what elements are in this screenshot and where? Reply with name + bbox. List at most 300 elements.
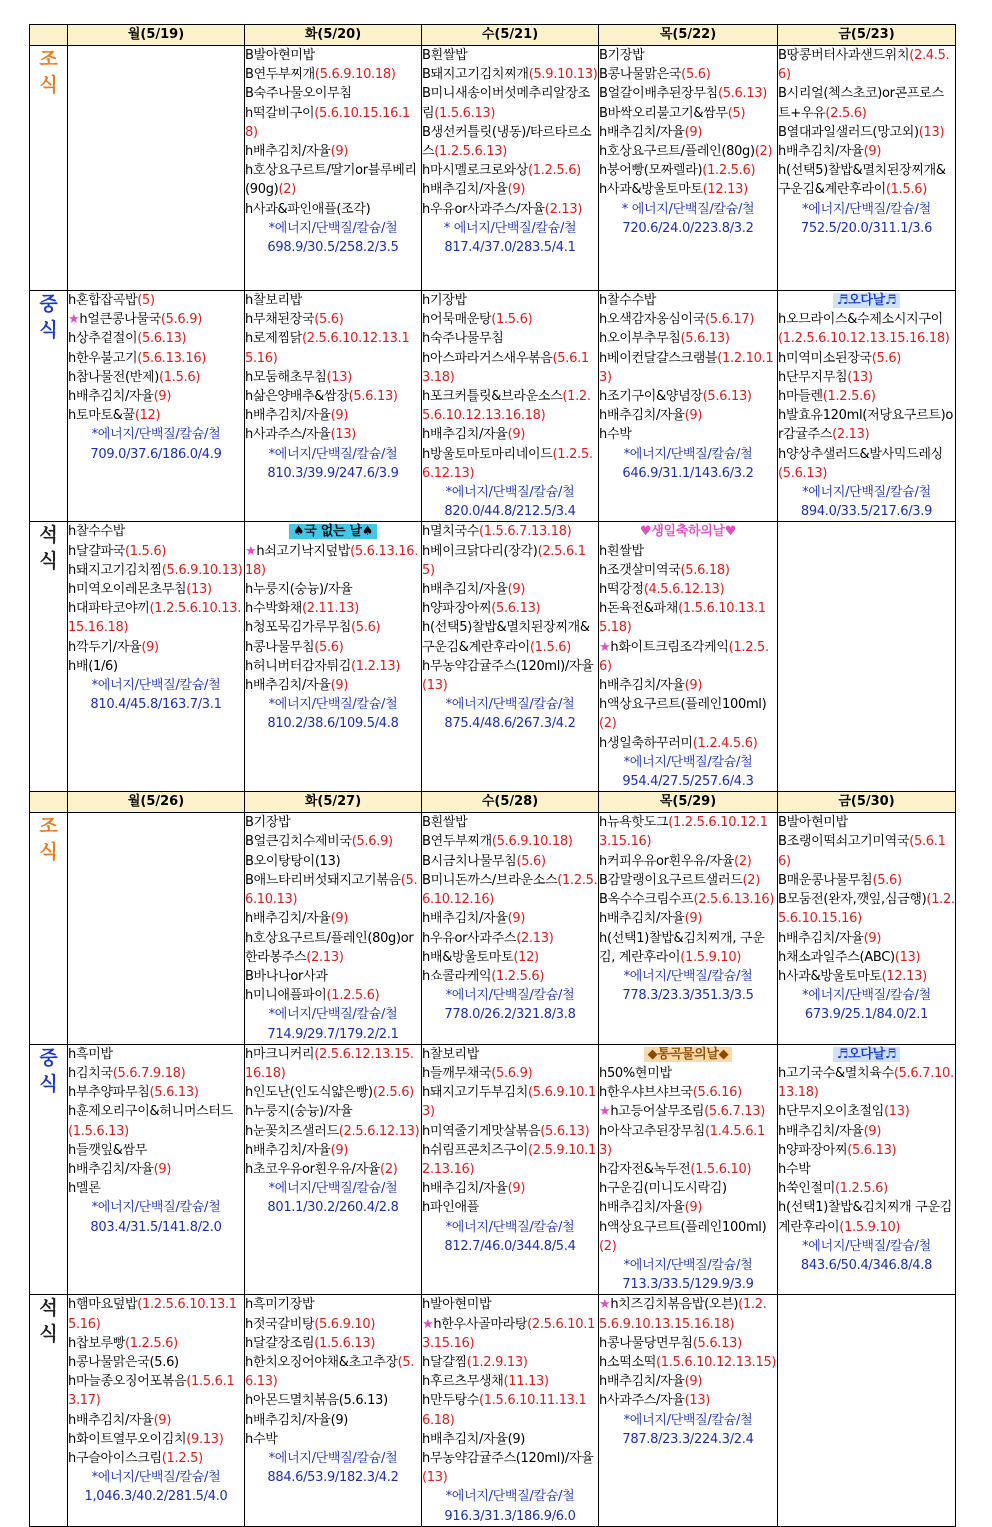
menu-item-name: h마크니커리 xyxy=(245,1046,315,1062)
allergy-code: (2.4.5.6) xyxy=(778,48,950,83)
menu-item xyxy=(599,46,777,65)
menu-item xyxy=(245,1430,421,1449)
menu-item xyxy=(422,948,598,967)
menu-item xyxy=(422,425,598,444)
menu-item xyxy=(245,368,421,387)
allergy-code: (5.6.9.10.13) xyxy=(161,562,243,578)
menu-item-name: h배추김치/자율 xyxy=(68,1161,154,1177)
menu-item-name: h수박 xyxy=(778,1161,811,1177)
menu-item xyxy=(778,1179,955,1198)
allergy-code: (5.6.13) xyxy=(149,1085,199,1101)
menu-cell xyxy=(68,46,245,291)
menu-item xyxy=(422,329,598,348)
menu-item-name: h배추김치/자율 xyxy=(422,1181,508,1197)
menu-cell xyxy=(68,291,245,522)
meal-label-char: 식 xyxy=(39,74,58,96)
nutrition-label: *에너지/단백질/칼슘/철 xyxy=(802,988,931,1004)
menu-item xyxy=(245,1411,421,1430)
menu-item-name: h깍두기/자율 xyxy=(68,639,142,655)
menu-item-name: h화이트크림조각케익 xyxy=(610,639,729,655)
menu-item xyxy=(778,84,955,122)
menu-cell xyxy=(778,291,956,522)
allergy-code: (2) xyxy=(380,1161,398,1177)
allergy-code: (1.5.9.10) xyxy=(839,1219,901,1235)
menu-item xyxy=(778,967,955,986)
menu-item-name: h베이컨달걀스크램블 xyxy=(599,350,718,366)
menu-item xyxy=(422,618,598,656)
menu-item-name: h쇠고기낙지덮밥 xyxy=(256,543,351,559)
menu-item-name: h무농약감귤주스(120ml)/자율 xyxy=(422,658,594,674)
allergy-code: (9) xyxy=(507,182,526,198)
allergy-code: (1.2.5.6) xyxy=(822,389,876,405)
menu-item-name: h양상추샐러드&발사믹드레싱 xyxy=(778,446,943,462)
menu-item-name: h한우불고기 xyxy=(68,350,138,366)
menu-item-name: h미니애플파이 xyxy=(245,988,327,1004)
allergy-code: (9) xyxy=(153,1161,172,1177)
menu-item xyxy=(68,1179,244,1198)
allergy-code: (13) xyxy=(422,1470,448,1486)
menu-item xyxy=(245,142,421,161)
menu-item-name: h방울토마토마리네이드 xyxy=(422,446,553,462)
meal-calendar xyxy=(29,24,956,1527)
menu-item xyxy=(245,599,421,618)
menu-item xyxy=(68,599,244,637)
menu-item-name: h배추김치/자율 xyxy=(599,124,685,140)
menu-item-name: h쇼콜라케익 xyxy=(422,968,492,984)
nutrition-values: 720.6/24.0/223.8/3.2 xyxy=(622,220,754,236)
menu-item xyxy=(422,909,598,928)
allergy-code: (1.2.5.6.10.12.13.16.18) xyxy=(422,389,591,424)
menu-item-name: h구운김(미니도시락김) xyxy=(599,1181,727,1197)
menu-item xyxy=(778,1064,955,1102)
menu-item xyxy=(68,657,244,676)
allergy-code: (9) xyxy=(863,930,882,946)
menu-item-name: h한치오징어야채&초고추장 xyxy=(245,1354,398,1370)
menu-item-name: h배추김치/자율 xyxy=(599,1374,685,1390)
allergy-code: (5.6) xyxy=(516,853,546,869)
allergy-code: (5.9.10.13) xyxy=(528,67,598,83)
nutrition-label: *에너지/단백질/칼슘/철 xyxy=(91,1200,221,1216)
meal-label-char: 조 xyxy=(39,815,58,838)
allergy-code: (1.2.5.6) xyxy=(326,988,380,1004)
menu-cell xyxy=(245,46,422,291)
menu-item-name: h멜론 xyxy=(68,1181,101,1197)
menu-item xyxy=(422,657,598,695)
nutrition-label: *에너지/단백질/칼슘/철 xyxy=(623,1257,753,1273)
menu-item xyxy=(422,1295,598,1314)
menu-item-name: h배추김치/자율 xyxy=(422,911,508,927)
menu-item-name: h미역줄기게맛살볶음 xyxy=(422,1123,541,1139)
menu-item-name: h배&방울토마토 xyxy=(422,949,514,965)
menu-item-name: B생선커틀릿(냉동)/타르타르소스 xyxy=(422,124,592,160)
menu-item-name: h마시멜로크로와상 xyxy=(422,163,529,179)
menu-item xyxy=(422,967,598,986)
header-corner xyxy=(30,792,68,813)
menu-item xyxy=(245,618,421,637)
menu-item xyxy=(68,1102,244,1140)
nutrition-values: 673.9/25.1/84.0/2.1 xyxy=(804,1007,929,1023)
allergy-code: (9) xyxy=(684,124,703,140)
allergy-code: (1.2.5.6.13) xyxy=(434,144,507,160)
menu-item xyxy=(599,813,777,851)
menu-item-name: B흰쌀밥 xyxy=(422,48,468,63)
allergy-code: (13) xyxy=(186,582,212,598)
menu-item xyxy=(422,1198,598,1217)
menu-item xyxy=(68,1372,244,1410)
allergy-code: (2.5.6.13.16) xyxy=(693,892,775,908)
menu-item-name: h콩나물당면무침 xyxy=(599,1335,693,1351)
allergy-code: (5.6.13) xyxy=(348,389,398,405)
nutrition-values: 810.2/38.6/109.5/4.8 xyxy=(267,716,399,732)
menu-cell xyxy=(245,291,422,522)
menu-item-name: h우유or사과주스 xyxy=(422,930,517,946)
menu-item-name: h발아현미밥 xyxy=(422,1297,492,1313)
menu-item-name: h배추김치/자율 xyxy=(778,1123,864,1139)
menu-cell xyxy=(422,291,599,522)
meal-label-char: 식 xyxy=(39,841,58,864)
allergy-code: (1.5.6.7.13.18) xyxy=(478,524,572,540)
menu-item-name: B흰쌀밥 xyxy=(422,815,468,831)
allergy-code: (1.2.5.6.9.10.13.15.16.18) xyxy=(599,1297,767,1332)
allergy-code: (1.5.6.10.11.13.16.18) xyxy=(422,1393,587,1428)
menu-cell xyxy=(245,813,422,1044)
menu-item xyxy=(245,200,421,219)
meal-label-breakfast xyxy=(30,46,68,291)
menu-item-name: h허니버터감자튀김 xyxy=(245,658,352,674)
event-tag-text: ♥생일축하의날♥ xyxy=(639,524,737,540)
day-header: 목(5/22) xyxy=(599,25,778,46)
menu-cell xyxy=(778,1044,956,1295)
menu-item-name: h젓국갈비탕 xyxy=(245,1316,315,1332)
menu-item xyxy=(422,1064,598,1083)
menu-item xyxy=(245,104,421,142)
allergy-code: (5.6.17) xyxy=(705,312,755,328)
menu-item-name: B감말랭이요구르트샐러드 xyxy=(599,872,743,888)
allergy-code: (5.6.13) xyxy=(778,465,828,481)
menu-item-name: B오이탕탕이(13) xyxy=(245,853,341,869)
menu-item-name: h훈제오리구이&허니머스터드 xyxy=(68,1104,233,1120)
menu-item xyxy=(68,329,244,348)
menu-item-name: h베이크닭다리(장각) xyxy=(422,543,538,559)
allergy-code: (1.2.5.6.12.13) xyxy=(422,446,593,481)
menu-item-name: h로제찜닭 xyxy=(245,331,302,347)
menu-item-name: h흑미밥 xyxy=(68,1046,113,1062)
menu-item xyxy=(422,1315,598,1353)
menu-item xyxy=(422,813,598,832)
menu-item-name: h배추김치/자율 xyxy=(599,678,685,694)
menu-item-name: h사과주스/자율 xyxy=(599,1393,685,1409)
menu-item xyxy=(68,1411,244,1430)
menu-item xyxy=(68,1083,244,1102)
menu-item-name: h양파장아찌 xyxy=(422,601,492,617)
allergy-code: (2.13) xyxy=(832,427,870,443)
menu-item xyxy=(599,104,777,123)
allergy-code: (9) xyxy=(507,1181,526,1197)
nutrition-values: 817.4/37.0/283.5/4.1 xyxy=(444,240,576,256)
meal-label-char: 식 xyxy=(39,319,58,341)
menu-item xyxy=(599,1122,777,1160)
menu-item xyxy=(245,909,421,928)
allergy-code: (9) xyxy=(684,1374,703,1390)
menu-item-name: h달걀장조림 xyxy=(245,1335,315,1351)
menu-item-name: B발아현미밥 xyxy=(778,815,848,831)
menu-item-name: h콩나물맑은국(5.6) xyxy=(68,1354,179,1370)
allergy-code: (1.5.9.10) xyxy=(680,949,742,965)
menu-item xyxy=(599,890,777,909)
allergy-code: (1.2.5) xyxy=(161,1450,203,1466)
menu-item-name: h찹보루빵 xyxy=(68,1335,125,1351)
menu-item xyxy=(422,65,598,84)
menu-item-name: h양파장아찌 xyxy=(778,1142,848,1158)
menu-cell xyxy=(778,813,956,1044)
menu-item xyxy=(599,425,777,444)
menu-item xyxy=(245,65,421,84)
menu-item-name: h미역오이레몬초무침 xyxy=(68,582,187,598)
menu-item-name: h감자전&녹두전 xyxy=(599,1161,691,1177)
menu-item xyxy=(599,310,777,329)
menu-item xyxy=(68,1064,244,1083)
allergy-code: (9) xyxy=(684,911,703,927)
nutrition-values: 709.0/37.6/186.0/4.9 xyxy=(90,446,222,462)
menu-item-name: h마들렌 xyxy=(778,389,823,405)
menu-item-name: h배추김치/자율 xyxy=(245,144,331,160)
menu-item xyxy=(245,310,421,329)
week-header-row xyxy=(30,792,956,813)
day-header: 금(5/30) xyxy=(778,792,956,813)
meal-label-lunch xyxy=(30,291,68,522)
menu-item xyxy=(422,310,598,329)
menu-item xyxy=(68,638,244,657)
menu-item xyxy=(245,1334,421,1353)
menu-item-name: h배추김치/자율 xyxy=(599,911,685,927)
menu-item xyxy=(599,1334,777,1353)
allergy-code: (5.6.13) xyxy=(491,601,541,617)
menu-item-name: h멸치국수 xyxy=(422,524,479,540)
allergy-code: (5.6.13) xyxy=(137,331,187,347)
menu-item-name: B모둠전(완자,깻잎,심금행) xyxy=(778,892,927,908)
allergy-code: (1.2.5.6) xyxy=(491,968,545,984)
menu-item-name: h오이부추무침 xyxy=(599,331,681,347)
nutrition-values: 801.1/30.2/260.4/2.8 xyxy=(267,1200,399,1216)
menu-item xyxy=(245,1122,421,1141)
menu-item xyxy=(599,1372,777,1391)
menu-item xyxy=(599,161,777,180)
meal-label-char: 석 xyxy=(39,524,58,547)
event-tag xyxy=(778,1045,955,1064)
menu-item xyxy=(68,1141,244,1160)
menu-item-name: h붕어빵(모짜렐라) xyxy=(599,163,703,179)
allergy-code: (1.4.5.6.13) xyxy=(599,1123,765,1158)
menu-item-name: h들깻잎&쌈무 xyxy=(68,1142,148,1158)
menu-item xyxy=(599,561,777,580)
menu-item xyxy=(245,1353,421,1391)
menu-cell xyxy=(422,522,599,792)
nutrition-values: 646.9/31.1/143.6/3.2 xyxy=(622,465,754,481)
menu-cell xyxy=(422,46,599,291)
menu-item xyxy=(422,349,598,387)
menu-item xyxy=(599,676,777,695)
allergy-code: (5.6.13.16) xyxy=(137,350,207,366)
nutrition-values: 752.5/20.0/311.1/3.6 xyxy=(800,220,933,236)
menu-item xyxy=(599,123,777,142)
nutrition-label: *에너지/단백질/칼슘/철 xyxy=(268,1450,398,1466)
menu-item-name: h사과&방울토마토 xyxy=(599,182,703,198)
nutrition-label: * 에너지/단백질/칼슘/철 xyxy=(443,220,577,236)
allergy-code: (5.6.13) xyxy=(702,389,752,405)
allergy-code: (9) xyxy=(507,427,526,443)
menu-item-name: h마늘종오징어포볶음 xyxy=(68,1374,187,1390)
allergy-code: (1.5.6.10) xyxy=(690,1161,752,1177)
allergy-code: (2) xyxy=(742,872,760,888)
menu-item-name: h사과&방울토마토 xyxy=(778,968,882,984)
menu-item xyxy=(599,1295,777,1333)
menu-item-name: h배추김치/자율 xyxy=(599,408,685,424)
menu-item-name: B얼갈이배추된장무침 xyxy=(599,86,718,102)
menu-item-name: h아몬드멸치볶음(5.6.13) xyxy=(245,1393,388,1409)
allergy-code: (2) xyxy=(599,1238,617,1254)
nutrition-values: 810.4/45.8/163.7/3.1 xyxy=(90,697,222,713)
event-tag-text: ◆통곡물의날◆ xyxy=(644,1047,733,1062)
menu-cell xyxy=(778,1295,956,1526)
allergy-code: (2.5.6.10.12.13.15.16) xyxy=(245,331,410,366)
allergy-code: (2.5.6.15) xyxy=(422,543,586,578)
allergy-code: (13) xyxy=(847,369,873,385)
allergy-code: (13) xyxy=(326,369,352,385)
menu-item-name: h한우사골마라탕 xyxy=(433,1316,528,1332)
menu-item-name: h돼지고기김치찜 xyxy=(68,562,162,578)
menu-item xyxy=(245,161,421,199)
menu-item-name: B기장밥 xyxy=(245,815,291,831)
allergy-code: (9) xyxy=(507,911,526,927)
nutrition-label: *에너지/단백질/칼슘/철 xyxy=(268,1007,398,1023)
menu-cell xyxy=(68,1295,245,1526)
menu-item xyxy=(599,1179,777,1198)
menu-item-name: h혼합잡곡밥 xyxy=(68,293,138,308)
menu-item-name: h무채된장국 xyxy=(245,312,315,328)
day-header: 목(5/29) xyxy=(599,792,778,813)
menu-item-name: B열대과일샐러드(망고외) xyxy=(778,124,919,140)
menu-item-name: h단무지오이초절임 xyxy=(778,1104,885,1120)
allergy-code: (1.5.6) xyxy=(159,369,201,385)
allergy-code: (2.5.6.10.13.15.16) xyxy=(422,1316,596,1351)
menu-item xyxy=(778,871,955,890)
menu-item xyxy=(245,1295,421,1314)
nutrition-label: *에너지/단백질/칼슘/철 xyxy=(445,1219,575,1235)
menu-item xyxy=(422,1391,598,1429)
menu-item-name: h사과주스/자율 xyxy=(245,427,331,443)
meal-label-char: 중 xyxy=(39,1046,58,1069)
menu-item xyxy=(245,1083,421,1102)
menu-cell xyxy=(245,522,422,792)
allergy-code: (5.6.13) xyxy=(680,331,730,347)
menu-item xyxy=(422,200,598,219)
menu-item-name: h청포묵김가루무침 xyxy=(245,620,352,636)
menu-item xyxy=(245,542,421,580)
menu-item xyxy=(778,1102,955,1121)
menu-item-name: h뉴욕핫도그 xyxy=(599,815,669,831)
menu-item-name: B시금치나물무침 xyxy=(422,853,517,869)
menu-item-name: B얼큰김치수제비국 xyxy=(245,834,352,850)
allergy-code: (9) xyxy=(330,408,349,424)
allergy-code: (5.6.16) xyxy=(778,834,946,869)
menu-item-name: h발효유120ml(저당요구르트)or감귤주스 xyxy=(778,408,954,443)
allergy-code: (5.6.13) xyxy=(847,1142,897,1158)
nutrition-values: 810.3/39.9/247.6/3.9 xyxy=(267,465,399,481)
menu-item-name: h어묵매운탕 xyxy=(422,312,492,328)
menu-item-name: h아스파라거스새우볶음 xyxy=(422,350,553,366)
menu-item xyxy=(778,890,955,928)
menu-item-name: h모둠해초무침 xyxy=(245,369,327,385)
allergy-code: (13) xyxy=(884,1104,910,1120)
menu-item xyxy=(778,948,955,967)
menu-item xyxy=(245,986,421,1005)
allergy-code: (1.2.9.13) xyxy=(466,1354,528,1370)
menu-item-name: h배추김치/자율(9) xyxy=(422,1431,526,1447)
menu-item xyxy=(245,832,421,851)
menu-item-name: h삶은양배추&쌈장 xyxy=(245,389,349,405)
nutrition-label: *에너지/단백질/칼슘/철 xyxy=(268,446,398,462)
allergy-code: (2.5.6.12.13.15.16.18) xyxy=(245,1046,414,1081)
day-header: 화(5/20) xyxy=(245,25,422,46)
menu-item xyxy=(599,1391,777,1410)
allergy-code: (1.2.5.6.10.12.13.15.16.18) xyxy=(778,331,950,347)
nutrition-label: *에너지/단백질/칼슘/철 xyxy=(623,1412,753,1428)
menu-item xyxy=(68,291,244,310)
menu-item xyxy=(599,65,777,84)
allergy-code: (13) xyxy=(422,678,448,694)
menu-item xyxy=(245,425,421,444)
nutrition-values: 713.3/33.5/129.9/3.9 xyxy=(622,1277,754,1293)
menu-item-name: h조갯살미역국 xyxy=(599,562,681,578)
menu-item xyxy=(68,1353,244,1372)
menu-item xyxy=(599,871,777,890)
allergy-code: (1.2.5.6.10.12.13.15.16) xyxy=(599,815,768,850)
menu-item xyxy=(778,1122,955,1141)
allergy-code: (1.2.5.6.10.12.16) xyxy=(422,872,598,908)
menu-item-name: h소떡소떡 xyxy=(599,1354,656,1370)
menu-item xyxy=(68,542,244,561)
menu-item xyxy=(422,542,598,580)
menu-item-name: h찰보리밥 xyxy=(245,293,302,308)
allergy-code: (9) xyxy=(684,408,703,424)
allergy-code: (5.6.16) xyxy=(692,1085,742,1101)
menu-item-name: h(선택1)찰밥&김치찌개, 구운김, 계란후라이 xyxy=(599,930,765,965)
menu-item xyxy=(245,1391,421,1410)
allergy-code: (1.2.10.13) xyxy=(599,350,774,385)
menu-item-name: h조기구이&양념장 xyxy=(599,389,703,405)
menu-item-name: h후르츠무생채 xyxy=(422,1374,504,1390)
allergy-code: (13) xyxy=(918,124,945,140)
allergy-code: (13) xyxy=(894,949,921,965)
allergy-code: (12.13) xyxy=(881,968,927,984)
allergy-code: (5.6.9.10.18) xyxy=(491,834,573,850)
allergy-code: (9) xyxy=(684,678,703,694)
menu-item-name: B바싹오리불고기&쌈무 xyxy=(599,105,728,121)
nutrition-values: 1,046.3/40.2/281.5/4.0 xyxy=(84,1489,228,1505)
menu-item xyxy=(599,142,777,161)
menu-item-name: h누룽지(숭늉)/자율 xyxy=(245,1104,353,1120)
allergy-code: (9) xyxy=(153,1412,172,1428)
meal-label-breakfast xyxy=(30,813,68,1044)
menu-item xyxy=(599,1218,777,1256)
menu-item xyxy=(599,638,777,676)
menu-item xyxy=(422,1353,598,1372)
menu-cell xyxy=(422,1295,599,1526)
menu-item-name: h액상요구르트(플레인100ml) xyxy=(599,1219,767,1235)
allergy-code: (13) xyxy=(330,427,357,443)
menu-item xyxy=(422,832,598,851)
allergy-code: (5.6.9) xyxy=(491,1065,533,1081)
